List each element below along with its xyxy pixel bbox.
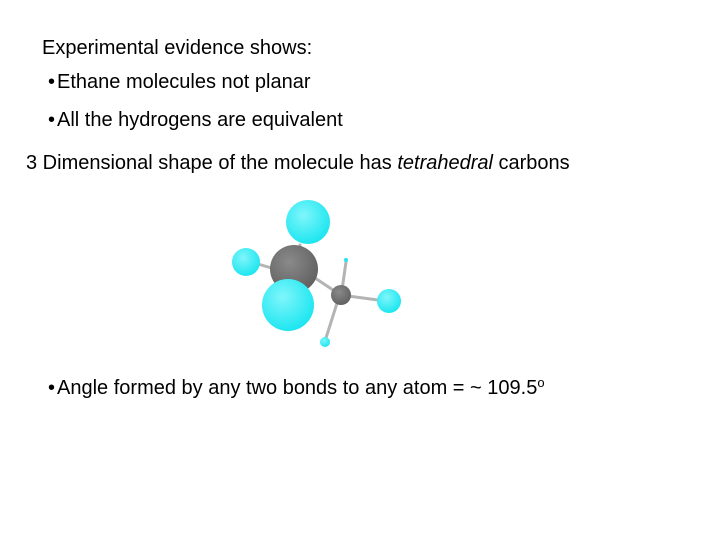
bullet: • (48, 109, 56, 131)
shape-statement-after: carbons (492, 152, 570, 174)
evidence-point-text: All the hydrogens are equivalent (57, 109, 343, 131)
evidence-point-equivalent (48, 108, 343, 132)
bond-c2-h-right (348, 296, 378, 300)
evidence-heading: Experimental evidence shows: (42, 37, 313, 59)
bond-c2-h-down (326, 300, 338, 338)
bullet: • (48, 71, 56, 93)
angle-note-text: Angle formed by any two bonds to any atom = ~ 109.5 (57, 377, 538, 399)
hydrogen-atom-right (377, 289, 401, 313)
evidence-point-nonplanar (48, 70, 311, 94)
carbon-atom-back (331, 285, 351, 305)
shape-statement (26, 151, 570, 175)
shape-statement-before: 3 Dimensional shape of the molecule has (26, 152, 398, 174)
hydrogen-atom-left (232, 248, 260, 276)
hydrogen-atom-top (286, 200, 330, 244)
angle-note (48, 376, 545, 400)
ethane-ball-and-stick-model (220, 190, 420, 360)
evidence-point-text: Ethane molecules not planar (57, 71, 311, 93)
degree-symbol: o (537, 375, 545, 390)
bullet: • (48, 377, 56, 399)
hydrogen-atom-back (344, 258, 348, 262)
shape-statement-emphasis: tetrahedral (397, 152, 493, 174)
hydrogen-atom-bottom (320, 337, 330, 347)
hydrogen-atom-front (262, 279, 314, 331)
